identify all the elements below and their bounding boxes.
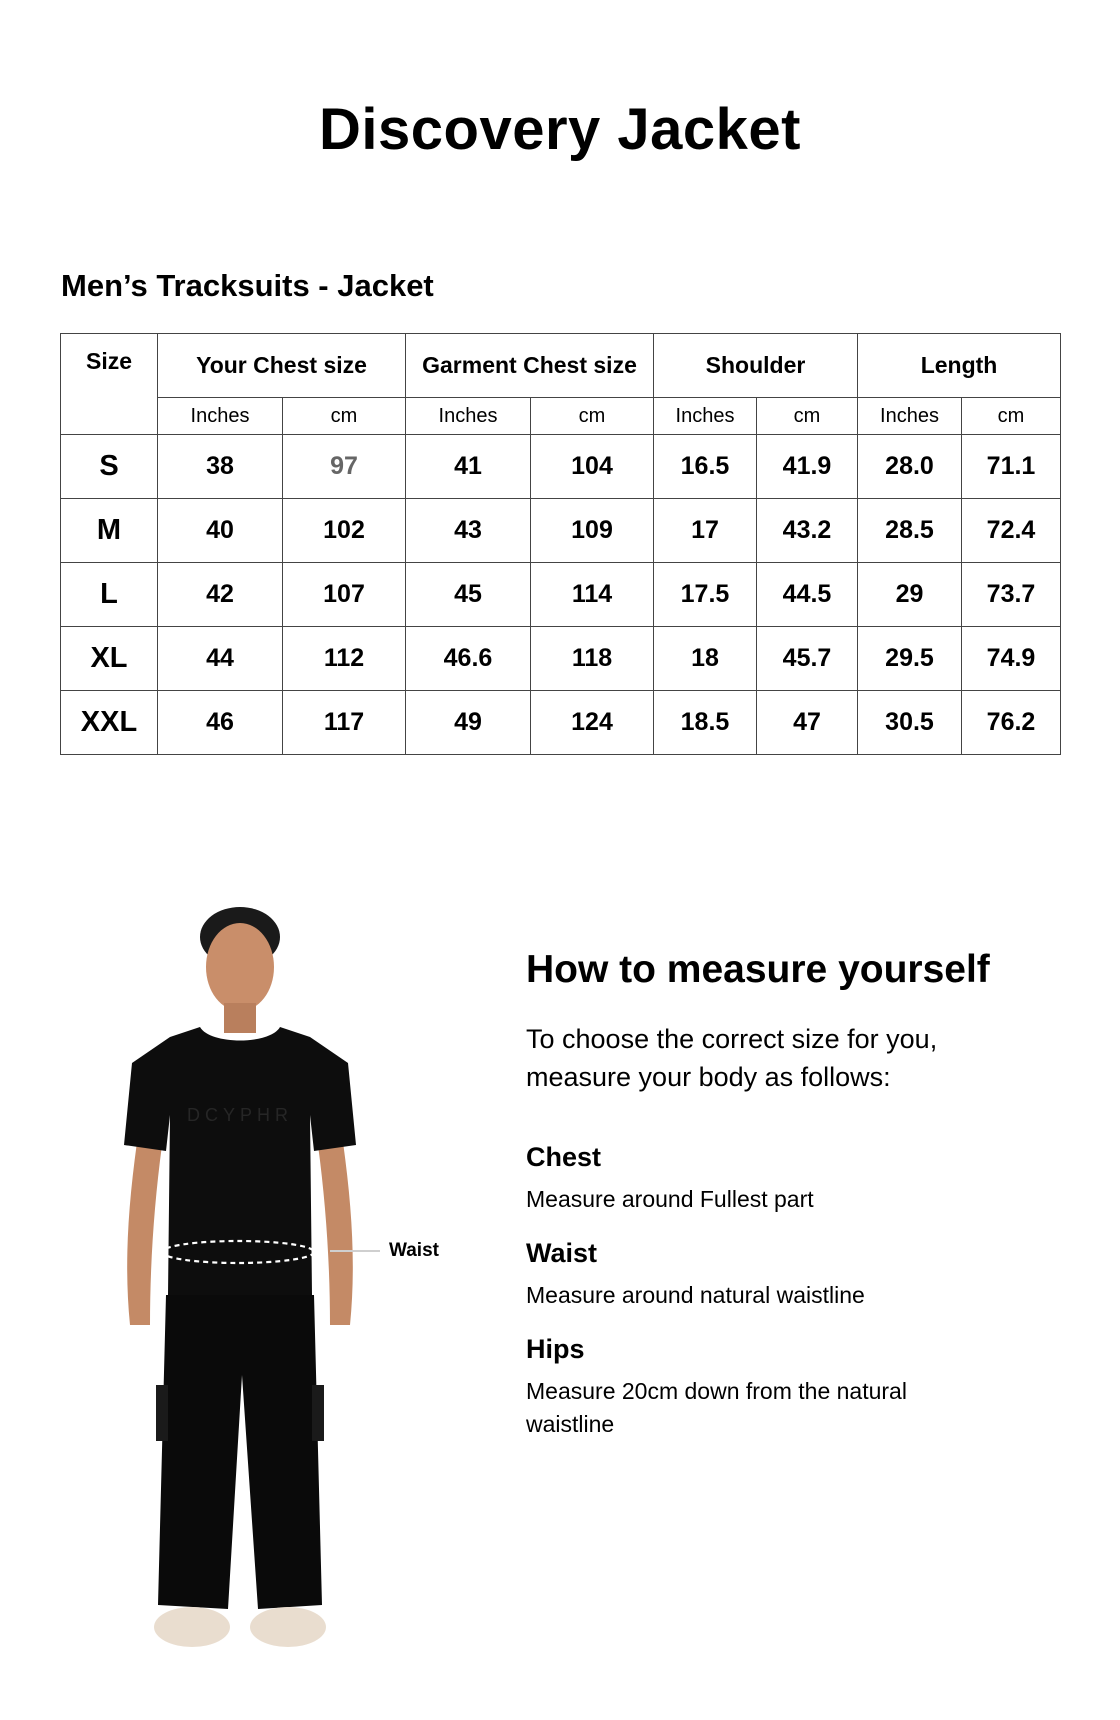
- table-cell: 28.0: [858, 435, 962, 499]
- table-cell: 43: [406, 499, 531, 563]
- table-subtitle: Men’s Tracksuits - Jacket: [61, 268, 434, 303]
- unit-header: Inches: [858, 398, 962, 435]
- table-row: [61, 627, 1061, 691]
- measure-guide: [526, 948, 1046, 1441]
- size-cell: M: [61, 499, 158, 563]
- table-cell: 18.5: [654, 691, 757, 755]
- table-cell: 107: [283, 563, 406, 627]
- trouser-pocket-right: [312, 1385, 324, 1441]
- group-header: Shoulder: [654, 334, 858, 398]
- unit-header: cm: [531, 398, 654, 435]
- table-cell: 117: [283, 691, 406, 755]
- table-cell: 40: [158, 499, 283, 563]
- table-cell: 28.5: [858, 499, 962, 563]
- trouser-pocket-left: [156, 1385, 168, 1441]
- table-cell: 72.4: [962, 499, 1061, 563]
- measure-item-title: Waist: [526, 1238, 598, 1268]
- table-cell: 76.2: [962, 691, 1061, 755]
- model-head: [206, 923, 274, 1011]
- table-cell: 16.5: [654, 435, 757, 499]
- measure-item-desc: Measure around Fullest part: [526, 1186, 814, 1212]
- table-cell: 109: [531, 499, 654, 563]
- table-row: [61, 499, 1061, 563]
- table-cell: 46: [158, 691, 283, 755]
- table-cell: 47: [757, 691, 858, 755]
- table-cell: 104: [531, 435, 654, 499]
- table-row: [61, 691, 1061, 755]
- table-cell: 43.2: [757, 499, 858, 563]
- model-left-arm: [127, 1135, 162, 1325]
- group-header: Your Chest size: [158, 334, 406, 398]
- measure-intro: To choose the correct size for you, measure your body as follows:: [526, 1024, 938, 1092]
- table-cell: 71.1: [962, 435, 1061, 499]
- unit-header: Inches: [406, 398, 531, 435]
- group-header: Length: [858, 334, 1061, 398]
- table-cell: 18: [654, 627, 757, 691]
- table-cell: 46.6: [406, 627, 531, 691]
- measure-item-hips: [526, 1334, 1046, 1441]
- measure-item-title: Hips: [526, 1334, 585, 1364]
- right-shoe: [250, 1607, 326, 1647]
- measure-item-title: Chest: [526, 1142, 602, 1172]
- table-cell: 44.5: [757, 563, 858, 627]
- waist-label: Waist: [389, 1240, 439, 1261]
- group-header: Garment Chest size: [406, 334, 654, 398]
- size-chart-table: [60, 333, 1061, 755]
- measure-item-waist: [526, 1238, 1046, 1312]
- page-title: Discovery Jacket: [319, 97, 801, 162]
- size-cell: L: [61, 563, 158, 627]
- table-cell: 17.5: [654, 563, 757, 627]
- unit-header: Inches: [654, 398, 757, 435]
- table-cell: 102: [283, 499, 406, 563]
- measure-item-desc: Measure 20cm down from the natural waistline: [526, 1378, 907, 1437]
- table-cell: 73.7: [962, 563, 1061, 627]
- shirt-brand-text: DCYPHR: [186, 1105, 294, 1125]
- model-neck: [224, 1003, 256, 1033]
- table-cell: 112: [283, 627, 406, 691]
- table-cell: 41: [406, 435, 531, 499]
- measure-item-chest: [526, 1142, 1046, 1216]
- unit-header: Inches: [158, 398, 283, 435]
- unit-header: cm: [962, 398, 1061, 435]
- measure-item-desc: Measure around natural waistline: [526, 1282, 865, 1308]
- table-cell: 30.5: [858, 691, 962, 755]
- size-column-header: Size: [61, 334, 158, 435]
- table-cell: 49: [406, 691, 531, 755]
- table-row: [61, 563, 1061, 627]
- table-cell: 114: [531, 563, 654, 627]
- table-cell: 29.5: [858, 627, 962, 691]
- size-cell: S: [61, 435, 158, 499]
- table-cell: 45: [406, 563, 531, 627]
- table-cell: 74.9: [962, 627, 1061, 691]
- size-cell: XXL: [61, 691, 158, 755]
- table-cell: 29: [858, 563, 962, 627]
- measure-heading: How to measure yourself: [526, 948, 990, 991]
- table-cell: 124: [531, 691, 654, 755]
- table-cell: 44: [158, 627, 283, 691]
- model-trousers: [158, 1295, 322, 1609]
- waist-pointer-line: [330, 1250, 380, 1252]
- table-cell: 45.7: [757, 627, 858, 691]
- unit-header: cm: [283, 398, 406, 435]
- table-cell: 118: [531, 627, 654, 691]
- model-figure-illustration: [110, 905, 370, 1665]
- left-shoe: [154, 1607, 230, 1647]
- table-cell: 42: [158, 563, 283, 627]
- table-cell: 41.9: [757, 435, 858, 499]
- size-cell: XL: [61, 627, 158, 691]
- table-cell: 38: [158, 435, 283, 499]
- table-row: [61, 435, 1061, 499]
- unit-header: cm: [757, 398, 858, 435]
- model-right-arm: [318, 1135, 353, 1325]
- table-cell: 17: [654, 499, 757, 563]
- table-cell: 97: [283, 435, 406, 499]
